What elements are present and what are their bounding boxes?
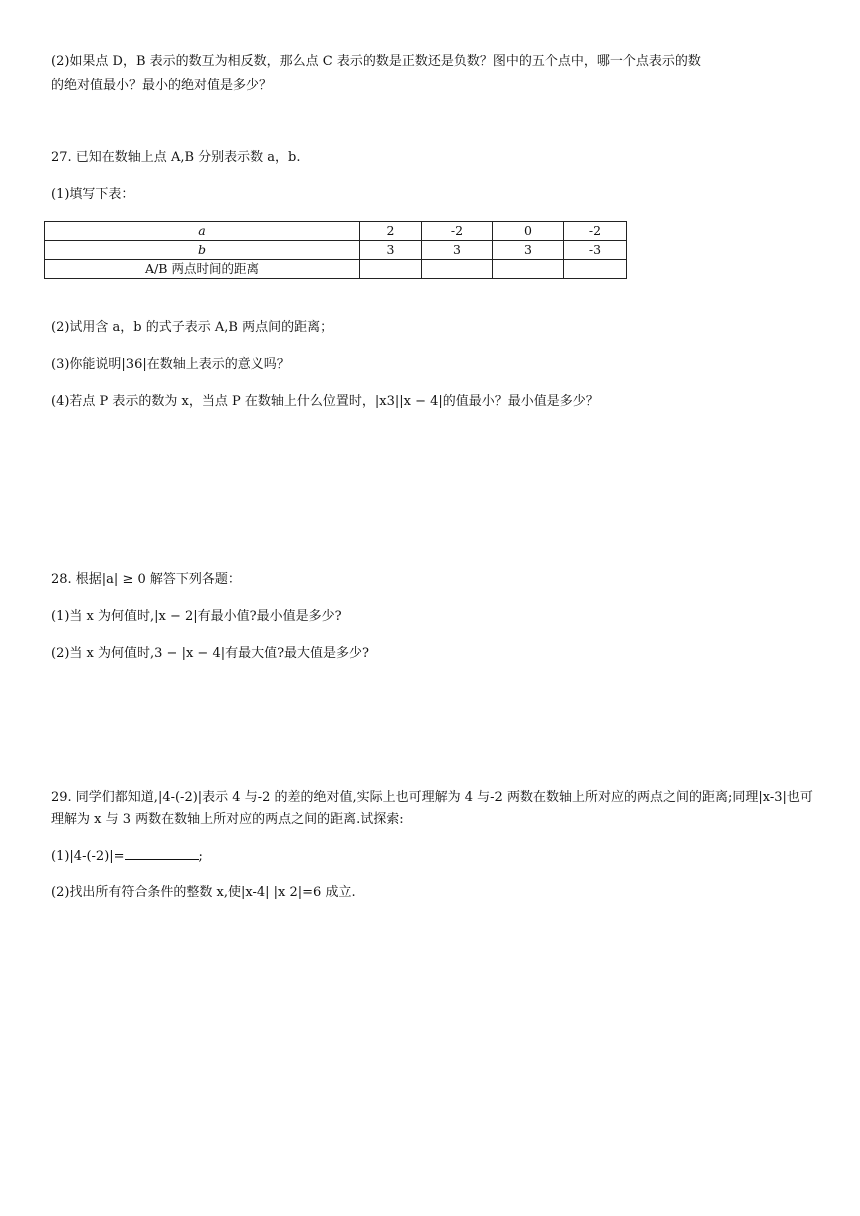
answer-cell[interactable]	[564, 260, 627, 279]
answer-cell[interactable]	[422, 260, 493, 279]
table-row	[45, 260, 627, 279]
q27-part2: (2)试用含 a，b 的式子表示 A,B 两点间的距离；	[51, 320, 334, 335]
q27-part4: (4)若点 P 表示的数为 x，当点 P 在数轴上什么位置时，|x3||x − 4|的值最小？最小值是多少？	[51, 394, 599, 409]
q28-stem: 28. 根据|a| ≥ 0 解答下列各题：	[51, 572, 241, 587]
q26-part2-line2: 的绝对值最小？最小的绝对值是多少？	[51, 78, 273, 93]
table-cell: 0	[493, 222, 564, 241]
table-cell: -2	[564, 222, 627, 241]
q29-stem: 29. 同学们都知道,|4-(-2)|表示 4 与-2 的差的绝对值,实际上也可理解为 4 与-2 两数在数轴上所对应的两点之间的距离;同理|x-3|也可理解为 x 与 3 两数在数轴上所对应的两点之间的距离.试探索:	[51, 790, 813, 827]
q27-part1: (1)填写下表：	[51, 187, 135, 202]
q28-part1: (1)当 x 为何值时,|x − 2|有最小值?最小值是多少?	[51, 609, 342, 624]
table-cell: -3	[564, 241, 627, 260]
table-cell: 2	[360, 222, 422, 241]
table-cell: 3	[360, 241, 422, 260]
q29-part1	[51, 847, 203, 866]
q29-part2: (2)找出所有符合条件的整数 x,使|x-4| |x 2|=6 成立.	[51, 885, 356, 900]
table-row	[45, 222, 627, 241]
q29-part1-prefix: (1)|4-(-2)|=	[51, 849, 125, 864]
table-cell: -2	[422, 222, 493, 241]
answer-blank[interactable]	[125, 847, 199, 860]
q29-part1-suffix: ;	[198, 849, 203, 864]
row-label-distance: A/B 两点时间的距离	[45, 260, 360, 279]
table-cell: 3	[493, 241, 564, 260]
table-row	[45, 241, 627, 260]
answer-cell[interactable]	[360, 260, 422, 279]
row-label-b: b	[45, 241, 360, 260]
q27-part3: (3)你能说明|36|在数轴上表示的意义吗？	[51, 357, 290, 372]
q26-part2-line1: (2)如果点 D，B 表示的数互为相反数，那么点 C 表示的数是正数还是负数？图中的五个点中，哪一个点表示的数	[51, 54, 701, 69]
q28-part2: (2)当 x 为何值时,3 − |x − 4|有最大值?最大值是多少?	[51, 646, 370, 661]
row-label-a: a	[45, 222, 360, 241]
table-cell: 3	[422, 241, 493, 260]
answer-cell[interactable]	[493, 260, 564, 279]
q27-stem: 27. 已知在数轴上点 A,B 分别表示数 a，b.	[51, 150, 301, 165]
distance-table	[44, 221, 627, 279]
